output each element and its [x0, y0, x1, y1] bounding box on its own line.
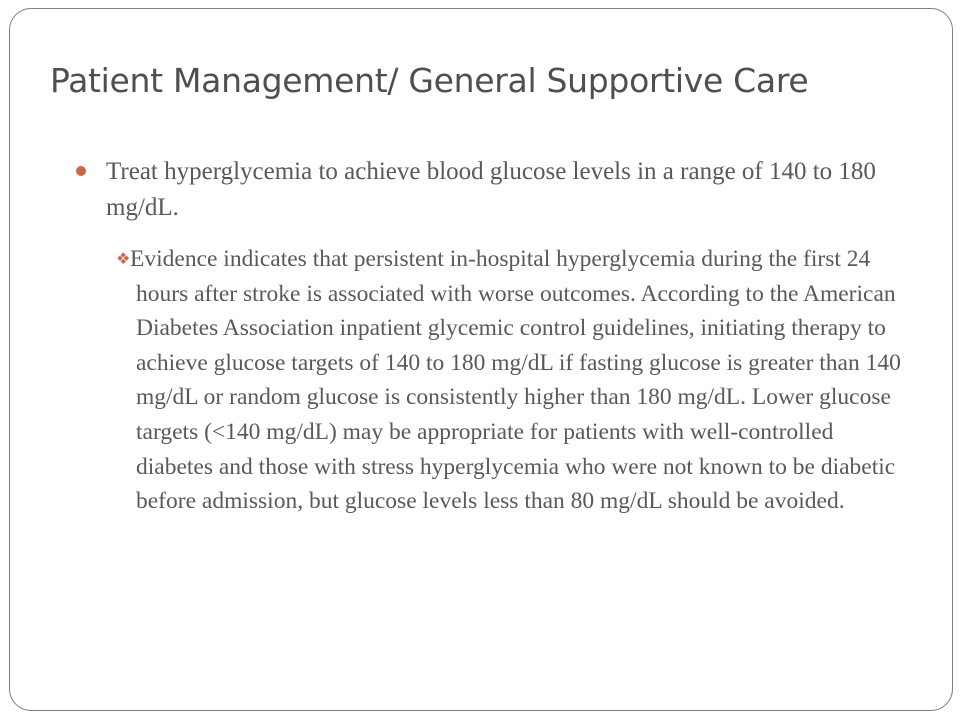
slide-title: Patient Management/ General Supportive Care	[50, 61, 809, 100]
diamond-bullet-icon: ❖	[116, 249, 131, 268]
bullet-text: Treat hyperglycemia to achieve blood glucose levels in a range of 140 to 180 mg/dL.	[106, 158, 876, 221]
slide-frame	[9, 8, 953, 711]
circle-bullet-icon	[76, 166, 86, 176]
sub-bullet-item	[116, 242, 916, 519]
bullet-item	[76, 154, 896, 226]
sub-bullet-text: Evidence indicates that persistent in-hospital hyperglycemia during the first 24 hours after stroke is associated with worse outcomes. According to the American Diabetes Association inpatient glycemic control guidelines, initiating therapy to achieve glucose targets of 140 to 180 mg/dL if fasting glucose is greater than 140 mg/dL or random glucose is consistently higher than 180 mg/dL. Lower glucose targets (<140 mg/dL) may be appropriate for patients with well-controlled diabetes and those with stress hyperglycemia who were not known to be diabetic before admission, but glucose levels less than 80 mg/dL should be avoided.	[130, 246, 901, 515]
